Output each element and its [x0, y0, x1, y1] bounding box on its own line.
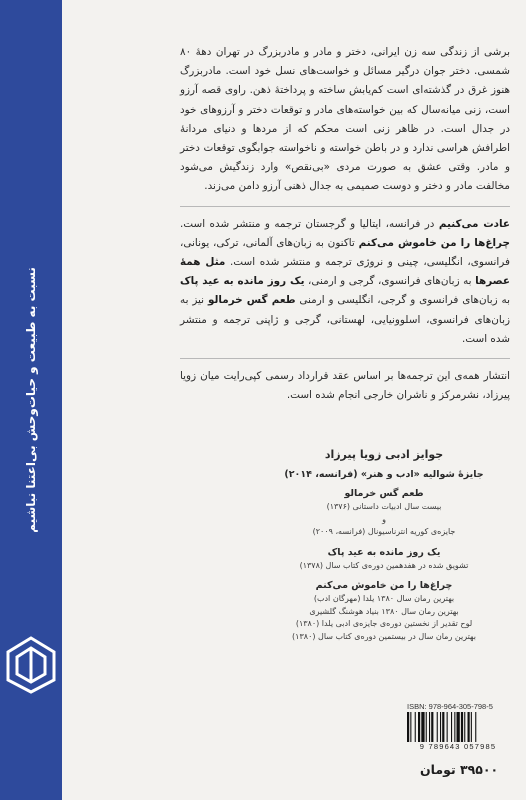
- divider: [180, 206, 510, 207]
- barcode-bar: [457, 712, 460, 742]
- barcode-bar: [418, 712, 420, 742]
- barcode-bar: [471, 712, 472, 742]
- isbn-text: ISBN: 978-964-305-798-5: [407, 702, 493, 711]
- awards-title: جوایز ادبی زویا پیرزاد: [324, 448, 444, 461]
- barcode-bar: [415, 712, 416, 742]
- barcode: [405, 712, 511, 742]
- barcode-bar: [475, 712, 476, 742]
- spine-text: نسبت به طبیعت و حیات‌وحش بی‌اعتنا نباشیم: [24, 267, 38, 533]
- blurb: [180, 43, 510, 414]
- barcode-bar: [461, 712, 463, 742]
- barcode-bar: [464, 712, 465, 742]
- barcode-number: 9 789643 057985: [419, 742, 497, 751]
- barcode-bar: [410, 712, 411, 742]
- barcode-bar: [447, 712, 448, 742]
- translations-paragraph: عادت می‌کنیم در فرانسه، ایتالیا و گرجستان ترجمه و منتشر شده است. چراغ‌ها را من خاموش می‌کنم تاکنون به زبان‌های آلمانی، ترکی، یونانی، فرانسوی، انگلیسی، چینی و نروژی ترجمه و منتشر شده است. مثل همهٔ عصرها به زبان‌های فرانسوی، گرجی و ارمنی، یک روز مانده به عید پاک به زبان‌های فرانسوی و گرجی، انگلیسی و ارمنی طعم گس خرمالو نیز به زبان‌های فرانسوی، اسلوونیایی، لهستانی، گرجی و ژاپنی ترجمه و منتشر شده است.: [180, 217, 511, 345]
- award-line: بهترین رمان سال ۱۳۸۰ بنیاد هوشنگ گلشیری: [309, 606, 459, 616]
- award-line: بیست سال ادبیات داستانی (۱۳۷۶): [326, 502, 442, 511]
- title-tam: طعم گس خرمالو: [207, 294, 296, 307]
- copyright-paragraph: انتشار همه‌ی این ترجمه‌ها بر اساس عقد قرارداد رسمی کپی‌رایت میان زویا پیرزاد، نشرمرکز و ناشران خارجی انجام شده است.: [180, 370, 510, 402]
- barcode-bar: [451, 712, 452, 742]
- award-line: بهترین رمان سال در بیستمین دوره‌ی کتاب سال (۱۳۸۰): [292, 631, 476, 641]
- barcode-bar: [440, 712, 441, 742]
- awards-section: [260, 448, 508, 643]
- barcode-bar: [437, 712, 438, 742]
- barcode-bar: [468, 712, 470, 742]
- award-heading: جایزهٔ شوالیه «ادب و هنر» (فرانسه، ۲۰۱۴): [284, 469, 484, 480]
- award-line: جایزه‌ی کوریه انترناسیونال (فرانسه، ۲۰۰۹): [312, 527, 456, 536]
- award-line: و: [382, 514, 386, 524]
- spine: [0, 0, 62, 800]
- award-heading: چراغ‌ها را من خاموش می‌کنم: [315, 580, 453, 591]
- award-heading: یک روز مانده به عید پاک: [327, 546, 441, 558]
- barcode-bar: [429, 712, 430, 742]
- synopsis-paragraph: برشی از زندگی سه زن ایرانی، دختر و مادر و مادربزرگ در تهران دههٔ ۸۰ شمسی. دختر جوان درگیر مسائل و خواست‌های نسل خود است. مادربزرگ هنوز غرق در گذشته‌ای است کم‌یابش ساخته و پرداختهٔ ذهن. راوی قصه آرزو است، زنی میانه‌سال که بین خواسته‌های مادر و توقعات دختر و آرزوهای خود در جدال است. در ظاهر زنی است محکم که از مردها و دنیای مردانهٔ اطرافش هراسی ندارد و در باطن خواسته و ناخواسته جوابگوی توقعات دختر و مادر. وقتی عشق به صورت مردی «بی‌نقص» وارد زندگیش می‌شود مخالفت مادر و دختر و دوست صمیمی به جدال ذهنی آرزو دامن می‌زند.: [180, 46, 510, 193]
- barcode-bar: [407, 712, 409, 742]
- award-line: بهترین رمان سال ۱۳۸۰ یلدا (مهرگان ادب): [313, 594, 455, 603]
- barcode-bar: [421, 712, 424, 742]
- title-adat: عادت می‌کنیم: [438, 217, 510, 230]
- award-heading: طعم گس خرمالو: [344, 488, 424, 499]
- barcode-bar: [442, 712, 444, 742]
- title-yek-rooz: یک روز مانده به عید پاک: [180, 275, 305, 288]
- price: ۳۹۵۰۰ تومان: [420, 762, 499, 777]
- award-line: لوح تقدیر از نخستین دوره‌ی جایزه‌ی ادبی یلدا (۱۳۸۰): [295, 619, 473, 628]
- title-mesle: مثل همهٔ عصرها: [180, 256, 510, 288]
- title-cheragh: چراغ‌ها را من خاموش می‌کنم: [358, 236, 510, 249]
- barcode-bar: [426, 712, 427, 742]
- divider: [180, 358, 510, 359]
- barcode-bar: [454, 712, 455, 742]
- award-line: تشویق شده در هفدهمین دوره‌ی کتاب سال (۱۳۷۸): [299, 560, 469, 570]
- barcode-bar: [431, 712, 433, 742]
- publisher-logo: [6, 636, 56, 694]
